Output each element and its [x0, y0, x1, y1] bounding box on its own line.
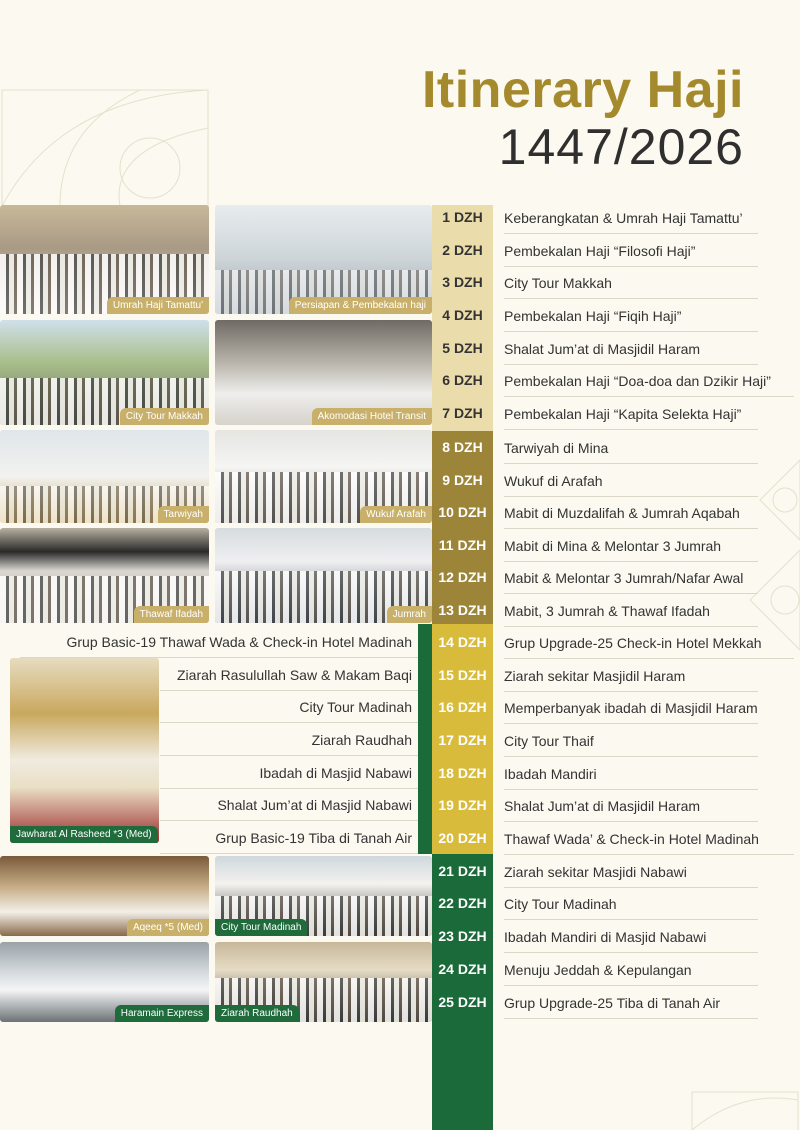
day-label: 24 DZH: [438, 961, 487, 977]
day-label: 21 DZH: [438, 863, 487, 879]
day-label: 2 DZH: [442, 242, 483, 258]
day-label: 8 DZH: [442, 439, 483, 455]
itinerary-item: Shalat Jum’at di Masjidil Haram: [504, 333, 758, 365]
itinerary-item: Ziarah sekitar Masjidil Haram: [504, 660, 758, 692]
photo-caption: Jawharat Al Rasheed *3 (Med): [10, 826, 158, 843]
itinerary-item: Mabit & Melontar 3 Jumrah/Nafar Awal: [504, 562, 758, 594]
photo-city-tour-makkah: [0, 320, 209, 425]
day-label: 18 DZH: [438, 765, 487, 781]
itinerary-item-basic: Shalat Jum’at di Masjid Nabawi: [160, 790, 418, 821]
itinerary-item-basic: City Tour Madinah: [160, 692, 418, 723]
itinerary-item: Mabit di Muzdalifah & Jumrah Aqabah: [504, 497, 758, 529]
day-label: 10 DZH: [438, 504, 487, 520]
itinerary-item-basic: Ziarah Rasulullah Saw & Makam Baqi: [160, 660, 418, 691]
day-label: 6 DZH: [442, 372, 483, 388]
day-label: 22 DZH: [438, 895, 487, 911]
page-subtitle: 1447/2026: [498, 119, 744, 175]
photo-ziarah-raudhah: [215, 942, 432, 1022]
itinerary-item: Mabit, 3 Jumrah & Thawaf Ifadah: [504, 595, 758, 627]
day-label: 17 DZH: [438, 732, 487, 748]
itinerary-item: Memperbanyak ibadah di Masjidil Haram: [504, 692, 758, 724]
day-label: 1 DZH: [442, 209, 483, 225]
photo-caption: Wukuf Arafah: [360, 506, 432, 523]
day-label: 20 DZH: [438, 830, 487, 846]
itinerary-item: Ibadah Mandiri: [504, 758, 758, 790]
itinerary-item-basic: Grup Basic-19 Thawaf Wada & Check-in Hotel Madinah: [20, 627, 418, 658]
itinerary-item: Mabit di Mina & Melontar 3 Jumrah: [504, 530, 758, 562]
itinerary-item: Pembekalan Haji “Fiqih Haji”: [504, 300, 758, 332]
day-label: 5 DZH: [442, 340, 483, 356]
itinerary-item: Shalat Jum’at di Masjidil Haram: [504, 790, 758, 822]
photo-jumrah: [215, 528, 432, 623]
day-label: 14 DZH: [438, 634, 487, 650]
photo-thawaf-ifadah: [0, 528, 209, 623]
itinerary-item: Keberangkatan & Umrah Haji Tamattu’: [504, 203, 758, 234]
day-label: 4 DZH: [442, 307, 483, 323]
itinerary-item: Grup Upgrade-25 Tiba di Tanah Air: [504, 987, 758, 1019]
itinerary-item: Pembekalan Haji “Filosofi Haji”: [504, 235, 758, 267]
itinerary-item: Pembekalan Haji “Kapita Selekta Haji”: [504, 398, 758, 430]
itinerary-item: Tarwiyah di Mina: [504, 432, 758, 464]
photo-aqeeq-hotel: [0, 856, 209, 936]
day-label: 25 DZH: [438, 994, 487, 1010]
itinerary-item: City Tour Madinah: [504, 888, 758, 920]
page-title: Itinerary Haji: [421, 61, 744, 119]
itinerary-item: Thawaf Wada’ & Check-in Hotel Madinah: [504, 823, 794, 855]
decorative-pattern: [0, 88, 210, 208]
photo-city-tour-madinah: [215, 856, 432, 936]
itinerary-item: Ziarah sekitar Masjidi Nabawi: [504, 856, 758, 888]
day-label: 12 DZH: [438, 569, 487, 585]
itinerary-item: Wukuf di Arafah: [504, 465, 758, 497]
itinerary-item-basic: Ziarah Raudhah: [160, 725, 418, 756]
photo-caption: Jumrah: [387, 606, 432, 623]
itinerary-item: Pembekalan Haji “Doa-doa dan Dzikir Haji”: [504, 365, 794, 397]
itinerary-item: Ibadah Mandiri di Masjid Nabawi: [504, 921, 758, 953]
photo-hotel-transit: [215, 320, 432, 425]
photo-caption: City Tour Madinah: [215, 919, 307, 936]
day-label: 16 DZH: [438, 699, 487, 715]
photo-caption: Persiapan & Pembekalan haji: [289, 297, 432, 314]
day-label: 9 DZH: [442, 472, 483, 488]
day-label: 15 DZH: [438, 667, 487, 683]
photo-caption: Umrah Haji Tamattu': [107, 297, 209, 314]
photo-caption: Ziarah Raudhah: [215, 1005, 299, 1022]
photo-caption: Thawaf Ifadah: [134, 606, 209, 623]
itinerary-item: City Tour Thaif: [504, 725, 758, 757]
photo-umrah: [0, 205, 209, 314]
photo-haramain-express: [0, 942, 209, 1022]
itinerary-item-basic: Grup Basic-19 Tiba di Tanah Air: [160, 823, 418, 854]
itinerary-item: Menuju Jeddah & Kepulangan: [504, 954, 758, 986]
day-label: 23 DZH: [438, 928, 487, 944]
day-label: 7 DZH: [442, 405, 483, 421]
itinerary-item: City Tour Makkah: [504, 267, 758, 299]
photo-pembekalan: [215, 205, 432, 314]
photo-caption: Tarwiyah: [158, 506, 209, 523]
basic-group-strip: [418, 624, 432, 854]
photo-caption: Haramain Express: [115, 1005, 209, 1022]
photo-caption: Akomodasi Hotel Transit: [312, 408, 432, 425]
photo-caption: City Tour Makkah: [120, 408, 209, 425]
photo-wukuf-arafah: [215, 430, 432, 523]
photo-jawharat-hotel: [10, 658, 159, 843]
day-label: 13 DZH: [438, 602, 487, 618]
photo-caption: Aqeeq *5 (Med): [127, 919, 209, 936]
day-label: 11 DZH: [438, 537, 487, 553]
day-label: 19 DZH: [438, 797, 487, 813]
itinerary-item: Grup Upgrade-25 Check-in Hotel Mekkah: [504, 627, 794, 659]
day-label: 3 DZH: [442, 274, 483, 290]
itinerary-item-basic: Ibadah di Masjid Nabawi: [160, 758, 418, 789]
decorative-pattern-bottom: [690, 1090, 800, 1130]
photo-tarwiyah: [0, 430, 209, 523]
